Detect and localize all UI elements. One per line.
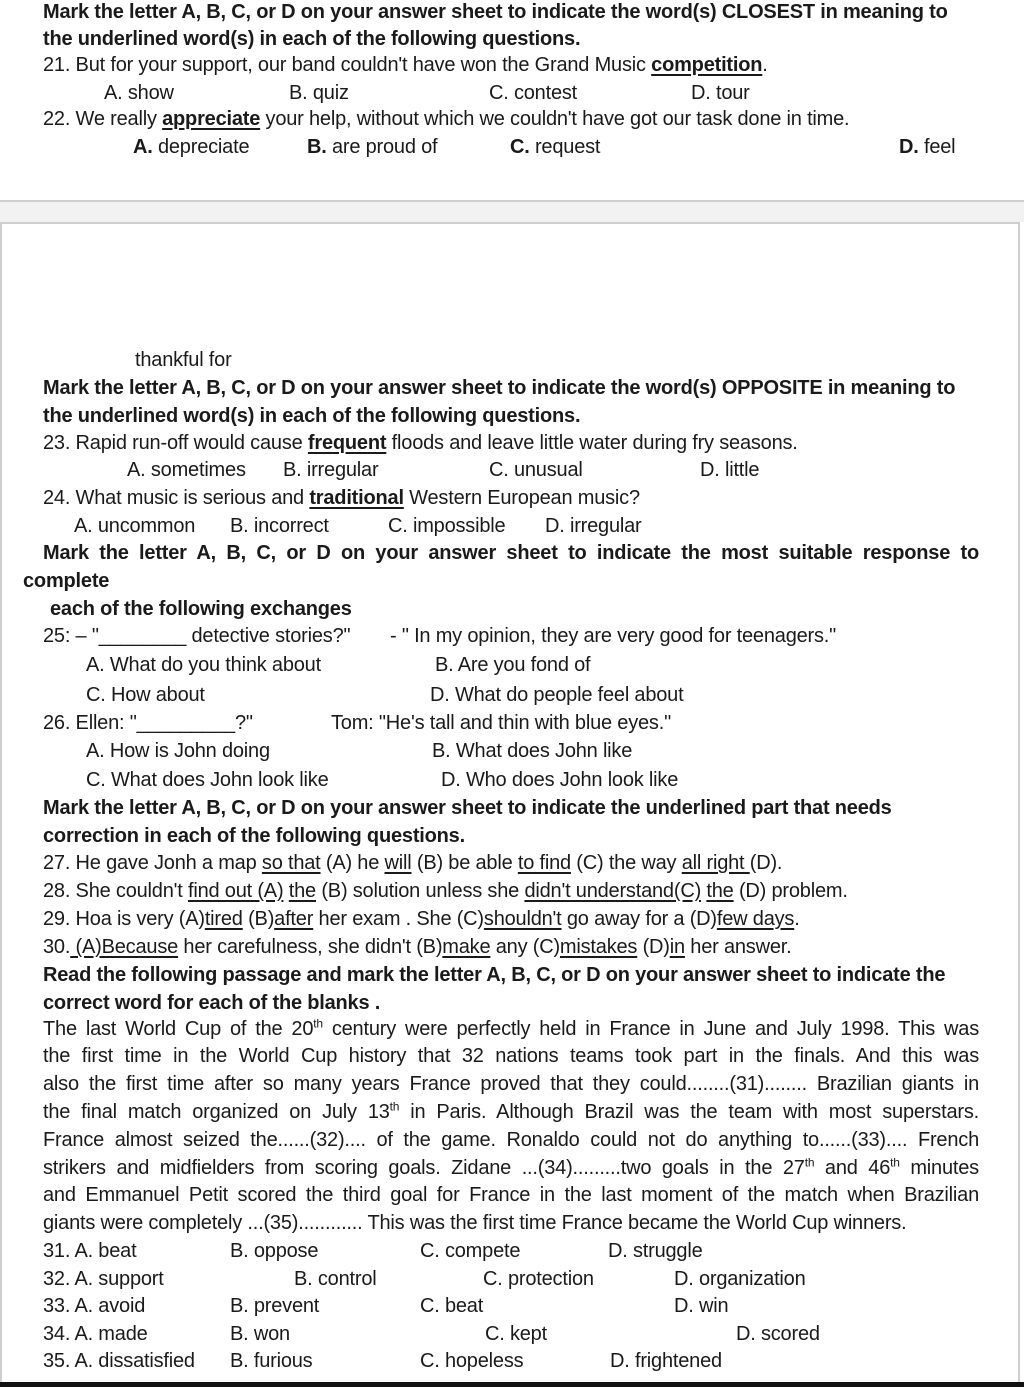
option-a[interactable]: A. How is John doing [86,740,270,762]
option-d[interactable]: D. irregular [545,515,642,537]
option-d[interactable]: D. scored [736,1323,820,1345]
option-b[interactable]: B. won [230,1323,290,1345]
option-a[interactable]: A. sometimes [127,459,246,481]
passage-line: and Emmanuel Petit scored the third goal for France in the last moment of the match when Brazilian [43,1184,979,1206]
option-b[interactable]: B. control [294,1268,377,1290]
passage-line: The last World Cup of the 20th century were perfectly held in France in June and July 1998. This was [43,1016,980,1040]
question-26-prompt: 26. Ellen: "_________?" [43,712,253,734]
option-d[interactable]: D. organization [674,1268,806,1290]
option-b[interactable]: B. incorrect [230,515,329,537]
option-d[interactable]: D. little [700,459,760,481]
response-heading-line2: complete [23,570,110,592]
option-b[interactable]: B. Are you fond of [435,654,591,676]
passage-line: France almost seized the......(32).... of the game. Ronaldo could not do anything to......(33).... French [43,1129,979,1151]
question-25-prompt: 25: – "________ detective stories?" [43,625,351,647]
option-d[interactable]: D. win [674,1295,729,1317]
question-26-reply: Tom: "He's tall and thin with blue eyes." [331,712,671,734]
option-c[interactable]: C. beat [420,1295,484,1317]
response-heading-line3: each of the following exchanges [50,598,352,620]
option-d[interactable]: D. What do people feel about [430,684,684,706]
option-b[interactable]: B. are proud of [307,136,438,158]
question-29: 29. Hoa is very (A)tired (B)after her exam . She (C)shouldn't go away for a (D)few days. [43,908,800,930]
option-a[interactable]: 33. A. avoid [43,1295,146,1317]
question-24: 24. What music is serious and traditional Western European music? [43,487,640,509]
question-23: 23. Rapid run-off would cause frequent floods and leave little water during fry seasons. [43,432,798,454]
option-c[interactable]: C. request [510,136,601,158]
option-d[interactable]: D. Who does John look like [441,769,679,791]
passage-line: also the first time after so many years France proved that they could........(31)........ Brazilian giants in [43,1073,979,1095]
option-a[interactable]: A. show [104,82,174,104]
question-30: 30. (A)Because her carefulness, she didn't (B)make any (C)mistakes (D)in her answer. [43,936,792,958]
correction-heading-line1: Mark the letter A, B, C, or D on your answer sheet to indicate the underlined part that needs [43,797,892,819]
option-a[interactable]: A. uncommon [74,515,196,537]
option-d[interactable]: D. tour [691,82,750,104]
option-d[interactable]: D. frightened [610,1350,722,1372]
question-28: 28. She couldn't find out (A) the (B) solution unless she didn't understand(C) the (D) problem. [43,880,848,902]
option-b[interactable]: B. prevent [230,1295,320,1317]
underlined-word: competition [651,54,763,76]
response-heading-line1: Mark the letter A, B, C, or D on your answer sheet to indicate the most suitable response to [43,542,979,564]
underlined-word: appreciate [162,108,261,130]
passage-line: the first time in the World Cup history that 32 nations teams took part in the finals. And this was [43,1045,979,1067]
question-22: 22. We really appreciate your help, without which we couldn't have got our task done in time. [43,108,850,130]
option-a[interactable]: 35. A. dissatisfied [43,1350,195,1372]
option-a[interactable]: 31. A. beat [43,1240,137,1262]
question-27: 27. He gave Jonh a map so that (A) he will (B) be able to find (C) the way all right (D). [43,852,783,874]
option-d[interactable]: D. feel [899,136,956,158]
option-c[interactable]: C. kept [485,1323,547,1345]
option-b[interactable]: B. irregular [283,459,379,481]
question-25-reply: - " In my opinion, they are very good for teenagers." [390,625,837,647]
page-gap [0,202,1024,222]
passage-line: strikers and midfielders from scoring goals. Zidane ...(34).........two goals in the 27th and 46th minutes [43,1155,979,1179]
option-c[interactable]: C. How about [86,684,205,706]
option-b[interactable]: B. furious [230,1350,313,1372]
correction-heading-line2: correction in each of the following questions. [43,825,465,847]
reading-heading-line2: correct word for each of the blanks . [43,992,381,1014]
option-a[interactable]: 32. A. support [43,1268,164,1290]
option-c[interactable]: C. hopeless [420,1350,524,1372]
option-a[interactable]: 34. A. made [43,1323,148,1345]
option-b[interactable]: B. oppose [230,1240,319,1262]
option-c[interactable]: C. unusual [489,459,583,481]
option-c[interactable]: C. contest [489,82,578,104]
option-d[interactable]: D. struggle [608,1240,703,1262]
closest-heading-line2: the underlined word(s) in each of the following questions. [43,28,581,50]
option-b[interactable]: B. What does John like [432,740,633,762]
option-c[interactable]: C. compete [420,1240,521,1262]
opposite-heading-line1: Mark the letter A, B, C, or D on your answer sheet to indicate the word(s) OPPOSITE in meaning to [43,377,956,399]
question-21: 21. But for your support, our band couldn't have won the Grand Music competition. [43,54,768,76]
opposite-heading-line2: the underlined word(s) in each of the following questions. [43,405,581,427]
option-c[interactable]: C. impossible [388,515,506,537]
option-a[interactable]: A. depreciate [133,136,250,158]
option-a[interactable]: A. What do you think about [86,654,321,676]
closest-heading-line1: Mark the letter A, B, C, or D on your answer sheet to indicate the word(s) CLOSEST in meaning to [43,1,948,23]
underlined-word: traditional [309,487,404,509]
passage-line: giants were completely ...(35)............ This was the first time France became the World Cup winners. [43,1212,907,1234]
underlined-word: frequent [307,432,387,454]
cut-off-next-line [0,1382,1024,1387]
continuation-text: thankful for [135,349,232,371]
option-b[interactable]: B. quiz [289,82,349,104]
reading-heading-line1: Read the following passage and mark the letter A, B, C, or D on your answer sheet to indicate the [43,964,946,986]
option-c[interactable]: C. What does John look like [86,769,329,791]
passage-line: the final match organized on July 13th in Paris. Although Brazil was the team with most superstars. [43,1099,979,1123]
option-c[interactable]: C. protection [483,1268,594,1290]
